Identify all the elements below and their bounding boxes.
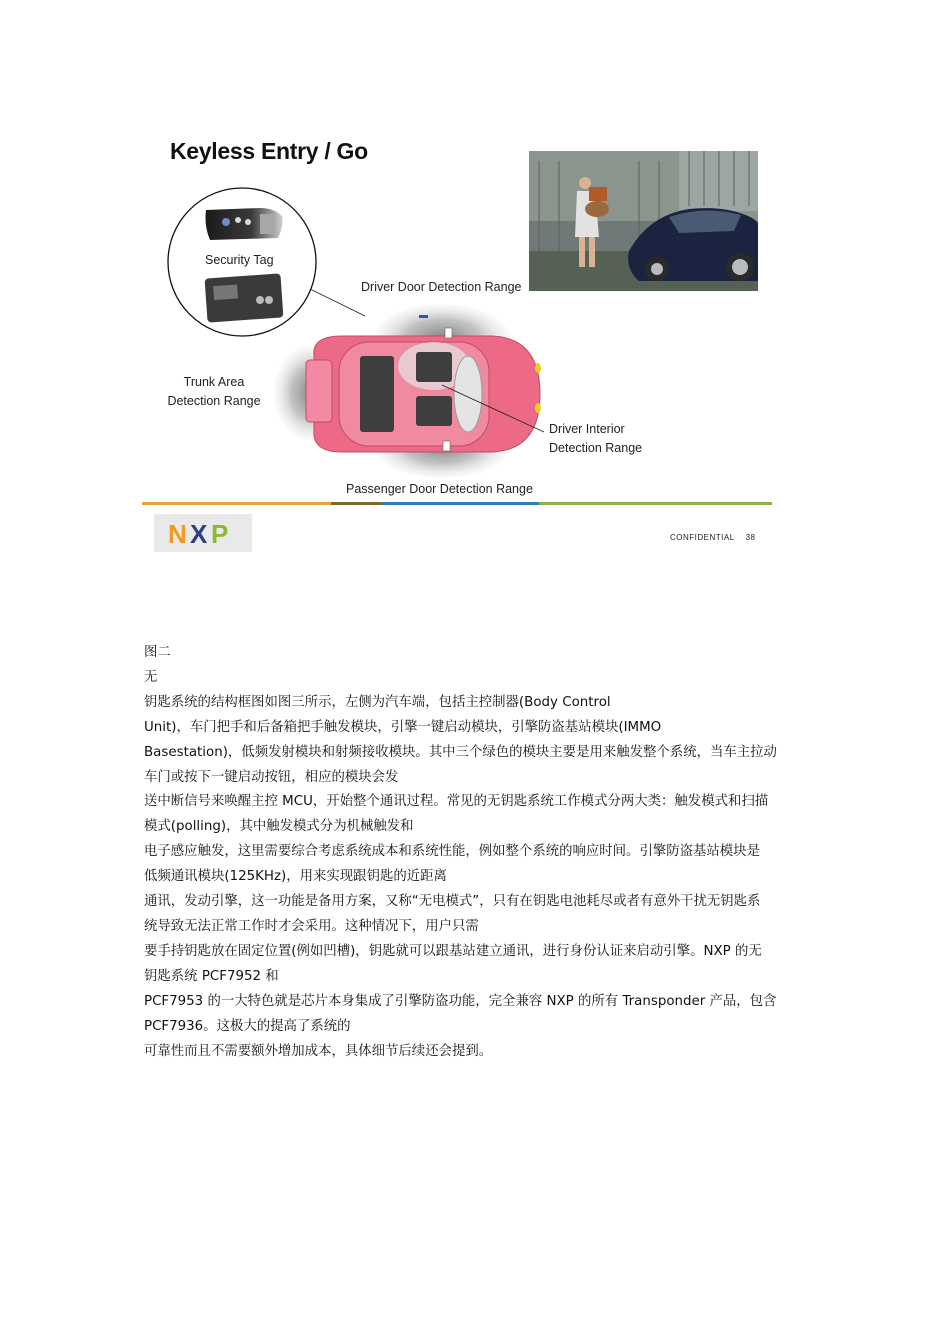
smart-key-icon [206, 208, 283, 240]
nxp-logo [154, 514, 252, 552]
passenger-door-label: Passenger Door Detection Range [346, 482, 533, 496]
keyless-entry-slide [142, 130, 772, 560]
text-line: 无 [144, 669, 158, 685]
text-line: Unit)，车门把手和后备箱把手触发模块，引擎一键启动模块，引擎防盗基站模块(IMMO [144, 719, 662, 735]
text-line: Basestation)，低频发射模块和射频接收模块。其中三个绿色的模块主要是用来触发整个系统，当车主拉动 [144, 744, 777, 760]
tag-leader-line [304, 286, 365, 316]
text-line: 通讯，发动引擎，这一功能是备用方案，又称“无电模式”，只有在钥匙电池耗尽或者有意外干扰无钥匙系 [144, 894, 761, 910]
text-line: 送中断信号来唤醒主控 MCU，开始整个通讯过程。常见的无钥匙系统工作模式分两大类：触发模式和扫描 [144, 794, 769, 810]
confidential-footer: CONFIDENTIAL 38 [670, 533, 756, 542]
svg-text:P: P [211, 519, 229, 549]
woman-with-car-photo [529, 151, 758, 291]
text-line: 要手持钥匙放在固定位置(例如凹槽)，钥匙就可以跟基站建立通讯，进行身份认证来启动引擎。NXP 的无 [144, 943, 762, 959]
key-card-icon [205, 273, 284, 322]
driver-interior-label: Driver Interior Detection Range [549, 422, 643, 455]
text-line: 车门或按下一键启动按钮，相应的模块会发 [144, 769, 399, 785]
figure-caption: 图二 [144, 645, 171, 660]
text-line: 钥匙系统的结构框图如图三所示，左侧为汽车端，包括主控制器(Body Control [144, 694, 611, 710]
text-line: 可靠性而且不需要额外增加成本，具体细节后续还会提到。 [144, 1043, 493, 1059]
slide-title: Keyless Entry / Go [170, 138, 368, 164]
text-line: 电子感应触发，这里需要综合考虑系统成本和系统性能，例如整个系统的响应时间。引擎防盗基站模块是 [144, 844, 760, 860]
svg-text:N: N [168, 519, 187, 549]
trunk-area-label: Trunk Area Detection Range [167, 375, 261, 408]
text-line: 模式(polling)，其中触发模式分为机械触发和 [144, 819, 414, 835]
text-line: PCF7953 的一大特色就是芯片本身集成了引擎防盗功能，完全兼容 NXP 的所有 Transponder 产品，包含 [144, 993, 777, 1009]
text-line: 钥匙系统 PCF7952 和 [144, 968, 279, 984]
svg-text:X: X [190, 519, 208, 549]
text-line: PCF7936。这极大的提高了系统的 [144, 1018, 351, 1034]
body-text [144, 641, 810, 1064]
driver-door-label: Driver Door Detection Range [361, 280, 522, 294]
text-line: 低频通讯模块(125KHz)，用来实现跟钥匙的近距离 [144, 869, 447, 885]
footer-rule [142, 502, 772, 505]
security-tag-label: Security Tag [205, 253, 274, 267]
text-line: 统导致无法正常工作时才会采用。这种情况下，用户只需 [144, 918, 479, 934]
